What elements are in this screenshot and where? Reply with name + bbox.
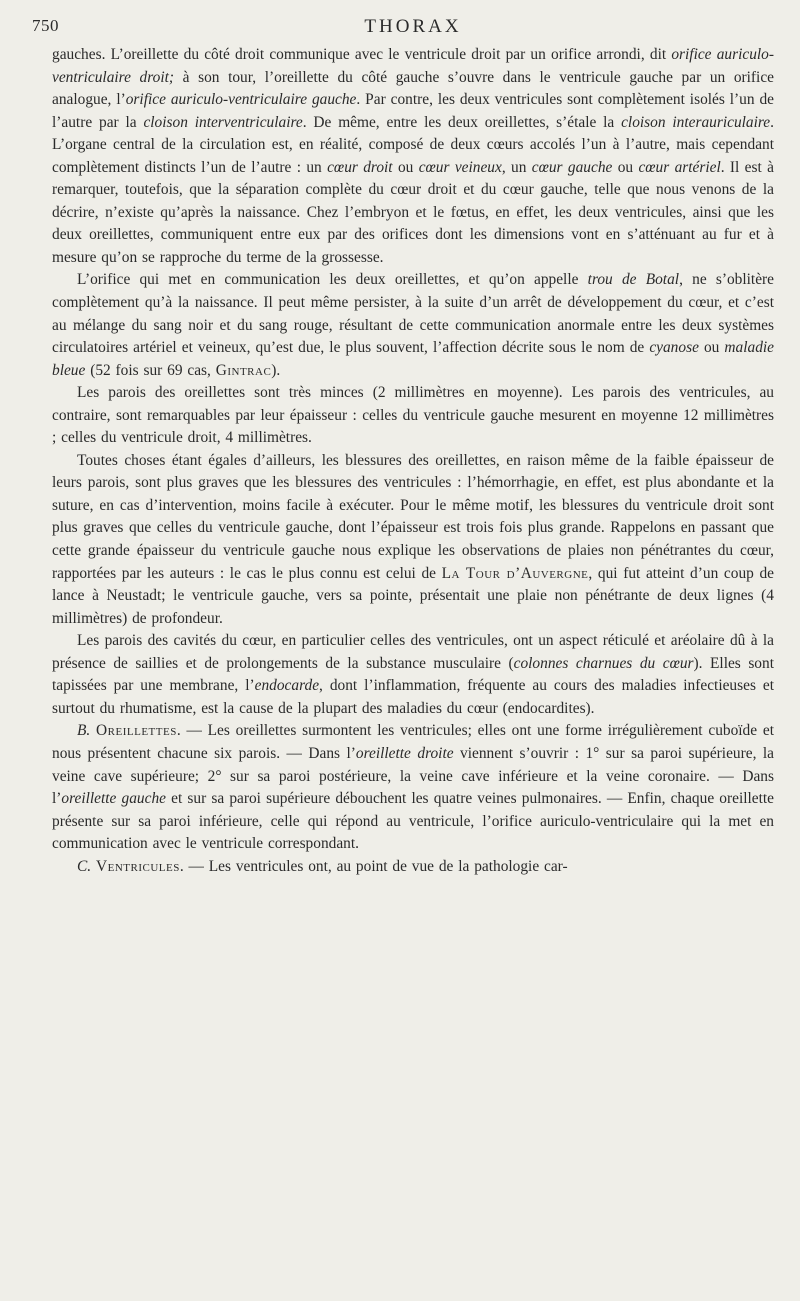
italic-term: oreillette droite [355,744,454,762]
body-text [52,44,774,878]
italic-term: colonnes charnues du cœur [513,654,694,672]
text-run: gauches. L’oreillette du côté droit communique avec le ventricule droit par un orifice arrondi, dit [52,46,672,63]
italic-term: cloison interauriculaire [621,113,771,131]
paragraph-3 [52,382,774,450]
text-run: viennent s’ouvrir : 1° sur sa paroi supérieure, la veine cave supérieure; 2° sur sa paroi postérieure, la veine cave inférieure et la veine coronaire. — Dans l’ [52,744,774,808]
text-run: ou [698,339,725,357]
small-caps-term: Ventricules [95,857,180,875]
text-run: ou [392,158,419,176]
text-run: ). Elles sont tapissées par une membrane, l’ [52,654,774,695]
paragraph-7-ventricules [52,856,774,879]
italic-term: orifice auriculo-ventriculaire gauche [125,91,357,109]
italic-term: trou de Botal [587,271,680,289]
italic-term: cloison interventriculaire [143,113,303,131]
text-run: , un [501,158,532,176]
book-page [32,12,775,878]
italic-term: C. [77,857,92,875]
text-run: . — Les oreillettes surmontent les ventricules; elles ont une forme irrégulièrement cuboïde et nous présentent chacune six parois. — Dans l’ [52,722,774,762]
paragraph-6-oreillettes [52,720,774,855]
italic-term: cœur veineux [418,158,502,176]
text-run: . Il est à remarquer, toutefois, que la séparation complète du cœur droit et du cœur gauche, telle que nous venons de la décrire, n’existe qu’après la naissance. Chez l’embryon et le fœtus, en effet, les deux ventricules, ainsi que les deux oreillettes, communiquent entre eux par des orifices dont les dimensions vont en s’atténuant au fur et à mesure qu’on se rapproche du terme de la grossesse. [52,158,774,266]
text-run: à son tour, l’oreillette du côté gauche s’ouvre dans le ventricule gauche par un orifice analogue, l’ [52,68,774,109]
running-title: THORAX [364,16,462,37]
paragraph-5 [52,630,774,720]
small-caps-term: Oreillettes [96,722,177,740]
text-run: , dont l’inflammation, fréquente au cours des maladies infectieuses et surtout du rhumatisme, est la cause de la plupart des maladies du cœur (endocardites). [52,677,774,717]
text-run: , qui fut atteint d’un coup de lance à Neustadt; le ventricule gauche, vers sa pointe, présentait une plaie non pénétrante de deux lignes (4 millimètres) de profondeur. [52,564,775,627]
italic-term: oreillette gauche [61,790,166,808]
small-caps-term: Gintrac [215,361,272,379]
text-run: . De même, entre les deux oreillettes, s’étale la [302,113,622,131]
text-run: . — Les ventricules ont, au point de vue de la pathologie car- [179,857,568,875]
page-number: 750 [32,16,59,35]
text-run: Les parois des cavités du cœur, en particulier celles des ventricules, ont un aspect réticulé et aréolaire dû à la présence de saillies et de prolongements de la substance musculaire ( [52,632,774,672]
text-run: ). [271,361,281,379]
text-run: , ne s’oblitère complètement qu’à la naissance. Il peut même persister, à la suite d’un arrêt de développement du cœur, et c’est au mélange du sang noir et du sang rouge, résultant de cette communication anormale entre les deux systèmes circulatoires artériel et veineux, qu’est due, le plus souvent, l’affection décrite sous le nom de [52,271,774,357]
paragraph-2 [52,269,774,382]
italic-term: cœur gauche [531,158,613,176]
italic-term: endocarde [254,677,320,695]
italic-term: orifice auriculo-ventriculaire droit; [52,46,774,86]
text-run: . L’organe central de la circulation est, en réalité, composé de deux cœurs accolés l’un à l’autre, mais cependant complètement distincts l’un de l’autre : un [52,113,774,176]
text-run: ou [612,158,639,176]
text-run: Toutes choses étant égales d’ailleurs, les blessures des oreillettes, en raison même de la faible épaisseur de leurs parois, sont plus graves que les blessures des ventricules : l’hémorrhagie, en effet, est plus abondante et la suture, en cas d’intervention, moins facile à exécuter. Pour le même motif, les blessures du ventricule droit sont plus graves que celles du ventricule gauche, dont l’épaisseur est trois fois plus grande. Rappelons en passant que cette grande épaisseur du ventricule gauche nous explique les observations de plaies non pénétrantes du cœur, rapportées par les auteurs : le cas le plus connu est celui de [52,451,774,582]
small-caps-term: La Tour d’Auvergne [441,564,589,582]
italic-term: cœur artériel [638,158,721,176]
italic-term: cœur droit [327,158,393,176]
italic-term: cyanose [649,339,699,357]
text-run: Les parois des oreillettes sont très minces (2 millimètres en moyenne). Les parois des ventricules, au contraire, sont remarquables par leur épaisseur : celles du ventricule gauche mesurent en moyenne 12 millimètres ; celles du ventricule droit, 4 millimètres. [52,384,774,447]
text-run: . Par contre, les deux ventricules sont complètement isolés l’un de l’autre par la [52,91,775,131]
text-run: et sur sa paroi supérieure débouchent les quatre veines pulmonaires. — Enfin, chaque oreillette présente sur sa paroi inférieure, celle qui répond au ventricule, l’orifice auriculo-ventriculaire qui la met en communication avec le ventricule correspondant. [52,790,774,853]
page-header [32,12,774,44]
paragraph-4 [52,450,774,630]
paragraph-1 [52,44,774,269]
text-run: (52 fois sur 69 cas, [85,361,216,379]
italic-term: maladie bleue [52,339,774,379]
text-run: L’orifice qui met en communication les deux oreillettes, et qu’on appelle [77,271,588,289]
italic-term: B. [77,722,91,740]
